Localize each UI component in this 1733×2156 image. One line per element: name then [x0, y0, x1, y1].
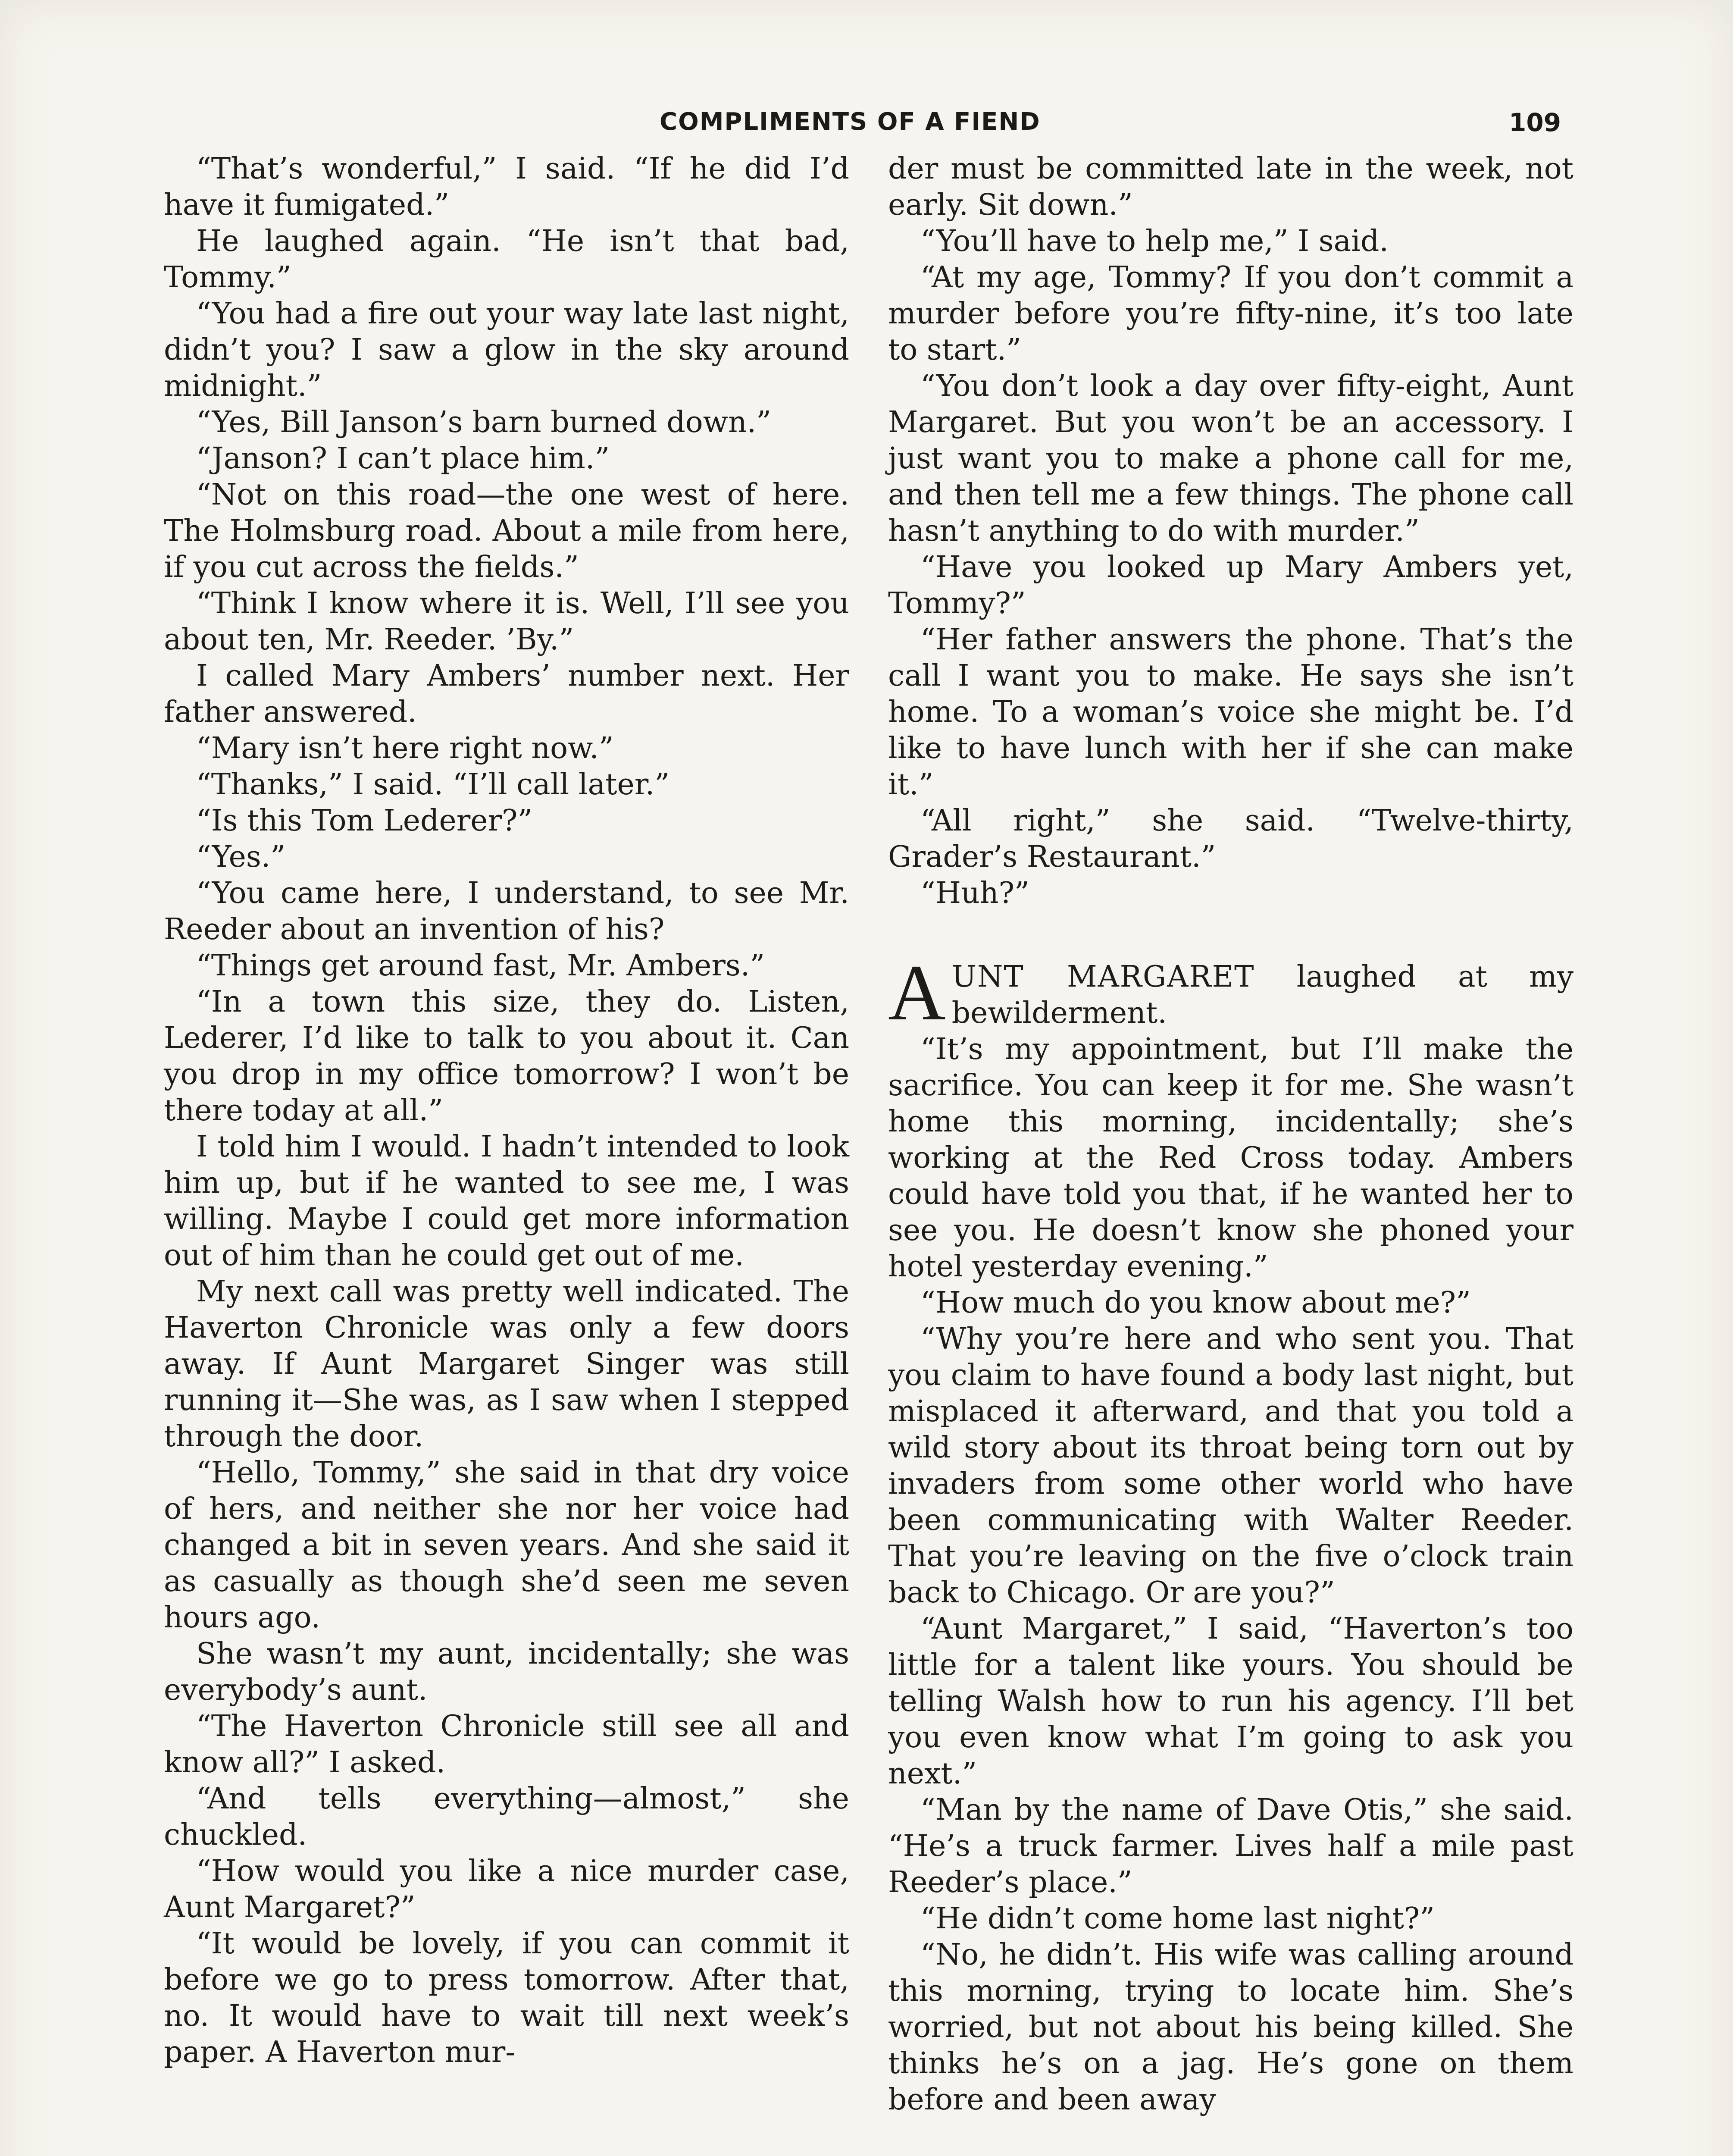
paragraph: “Yes.”	[196, 840, 286, 874]
paragraph: “The Haverton Chronicle still see all and know all?” I asked.	[164, 1709, 849, 1780]
paragraph: “You don’t look a day over fifty-eight, Aunt Margaret. But you won’t be an accessory. I just want you to make a phone call for me, and then tell me a few things. The phone call hasn’t anything to do with murder.”	[888, 369, 1573, 548]
paragraph: “Have you looked up Mary Ambers yet, Tommy?”	[888, 550, 1573, 620]
section-opening-paragraph	[888, 949, 1573, 1037]
paragraph: “That’s wonderful,” I said. “If he did I’d have it fumigated.”	[164, 152, 849, 222]
paragraph: “Is this Tom Lederer?”	[196, 804, 533, 838]
paragraph: “And tells everything—almost,” she chuckled.	[164, 1782, 849, 1852]
paragraph: “Yes, Bill Janson’s barn burned down.”	[196, 405, 772, 439]
paragraph: My next call was pretty well indicated. The Haverton Chronicle was only a few doors away. If Aunt Margaret Singer was still running it—She was, as I saw when I stepped through the door.	[164, 1275, 849, 1454]
paragraph: “How much do you know about me?”	[920, 1286, 1471, 1320]
paragraph: “Aunt Margaret,” I said, “Haverton’s too little for a talent like yours. You should be telling Walsh how to run his agency. I’ll bet you even know what I’m going to ask you next.”	[888, 1612, 1573, 1791]
paragraph: “Thanks,” I said. “I’ll call later.”	[196, 768, 670, 802]
paragraph: “Man by the name of Dave Otis,” she said. “He’s a truck farmer. Lives half a mile past Reeder’s place.”	[888, 1793, 1573, 1899]
paragraph: She wasn’t my aunt, incidentally; she was everybody’s aunt.	[164, 1637, 849, 1707]
paragraph: “In a town this size, they do. Listen, Lederer, I’d like to talk to you about it. Can you drop in my office tomorrow? I won’t be there today at all.”	[164, 985, 849, 1128]
paragraph: “You’ll have to help me,” I said.	[920, 224, 1389, 258]
paragraph: “He didn’t come home last night?”	[920, 1902, 1435, 1936]
paragraph: “Things get around fast, Mr. Ambers.”	[196, 949, 765, 983]
paragraph: “Her father answers the phone. That’s the call I want you to make. He says she isn’t home. To a woman’s voice she might be. I’d like to have lunch with her if she can make it.”	[888, 623, 1573, 802]
paragraph: “It would be lovely, if you can commit it before we go to press tomorrow. After that, no. It would have to wait till next week’s paper. A Haverton mur-	[164, 1927, 849, 2069]
right-text-column	[888, 151, 1573, 2118]
paragraph: “No, he didn’t. His wife was calling around this morning, trying to locate him. She’s worried, but not about his being killed. She thinks he’s on a jag. He’s gone on them before and been away	[888, 1938, 1573, 2117]
left-text-column	[164, 151, 849, 2071]
paragraph: “You came here, I understand, to see Mr. Reeder about an invention of his?	[164, 876, 849, 946]
paragraph: “It’s my appointment, but I’ll make the sacrifice. You can keep it for me. She wasn’t home this morning, incidentally; she’s working at the Red Cross today. Ambers could have told you that, if he wanted her to see you. He doesn’t know she phoned your hotel yesterday evening.”	[888, 1032, 1573, 1284]
lead-caps: UNT MARGARET	[951, 960, 1255, 994]
paragraph-continued: der must be committed late in the week, not early. Sit down.”	[888, 152, 1573, 222]
paragraph: “Think I know where it is. Well, I’ll see you about ten, Mr. Reeder. ’By.”	[164, 586, 849, 657]
paragraph: “Not on this road—the one west of here. The Holmsburg road. About a mile from here, if you cut across the fields.”	[164, 478, 849, 584]
drop-cap: A	[888, 949, 946, 1037]
paragraph: “Mary isn’t here right now.”	[196, 731, 614, 765]
paragraph: “Hello, Tommy,” she said in that dry voice of hers, and neither she nor her voice had changed a bit in seven years. And she said it as casually as though she’d seen me seven hours ago.	[164, 1456, 849, 1635]
paragraph: “Janson? I can’t place him.”	[196, 442, 610, 476]
paragraph: He laughed again. “He isn’t that bad, Tommy.”	[164, 224, 849, 295]
paragraph: “Why you’re here and who sent you. That you claim to have found a body last night, but misplaced it afterward, and that you told a wild story about its throat being torn out by invaders from some other world who have been communicating with Walter Reeder. That you’re leaving on the five o’clock train back to Chicago. Or are you?”	[888, 1322, 1573, 1610]
paragraph: I called Mary Ambers’ number next. Her father answered.	[164, 659, 849, 729]
paragraph: “All right,” she said. “Twelve-thirty, Grader’s Restaurant.”	[888, 804, 1573, 874]
page-number: 109	[1509, 108, 1561, 137]
opening-text: laughed at my bewilderment.	[951, 960, 1573, 1030]
paragraph: “How would you like a nice murder case, Aunt Margaret?”	[164, 1854, 849, 1924]
running-title: COMPLIMENTS OF A FIEND	[660, 108, 1041, 136]
paragraph: “You had a fire out your way late last night, didn’t you? I saw a glow in the sky around midnight.”	[164, 297, 849, 403]
paragraph: “Huh?”	[920, 876, 1029, 910]
paragraph: “At my age, Tommy? If you don’t commit a murder before you’re fifty-nine, it’s too late to start.”	[888, 260, 1573, 367]
paragraph: I told him I would. I hadn’t intended to look him up, but if he wanted to see me, I was willing. Maybe I could get more information out of him than he could get out of me.	[164, 1130, 849, 1272]
